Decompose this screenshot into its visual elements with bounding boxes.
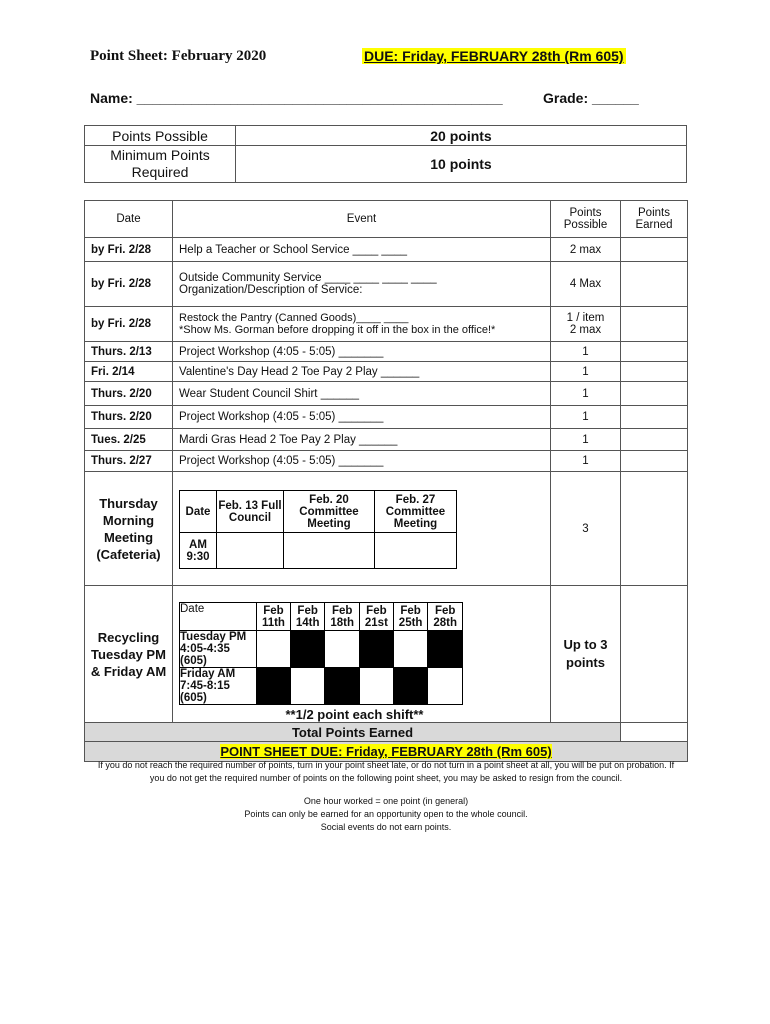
blocked-cell	[359, 631, 393, 668]
header-date: Date	[85, 201, 173, 238]
table-row: by Fri. 2/28 Restock the Pantry (Canned Goods)____ ____ *Show Ms. Gorman before dropping it off in the box in the office!* 1 / item 2 max	[85, 307, 688, 342]
shift-note: **1/2 point each shift**	[285, 707, 424, 722]
page-title: Point Sheet: February 2020	[90, 48, 267, 64]
events-table	[84, 200, 688, 762]
rule-1: One hour worked = one point (in general)	[303, 796, 469, 806]
header-event: Event	[173, 201, 551, 238]
points-possible-value: 20 points	[236, 126, 687, 146]
table-row: Tues. 2/25 Mardi Gras Head 2 Toe Pay 2 Play ______ 1	[85, 429, 688, 451]
blocked-cell	[325, 668, 360, 705]
table-row: by Fri. 2/28 Outside Community Service ____ ____ ____ ____ Organization/Description of Service: 4 Max	[85, 262, 688, 307]
blocked-cell	[290, 631, 325, 668]
recycling-row: Recycling Tuesday PM & Friday AM Date Feb 11th Feb 14th Feb 18th Feb 21st Feb 25th Feb 28th Tuesday PM 4:05-4:35 (605) Friday AM 7:45-8:15 (605) **1/2 point each shift** Up to 3 points	[85, 586, 688, 723]
rule-2: Points can only be earned for an opportunity open to the whole council.	[244, 809, 528, 819]
table-row: Thurs. 2/20 Project Workshop (4:05 - 5:05) _______ 1	[85, 406, 688, 429]
minimum-points-label: Minimum Points Required	[85, 146, 236, 183]
table-row: Thurs. 2/27 Project Workshop (4:05 - 5:05) _______ 1	[85, 451, 688, 472]
meeting-grid: Date Feb. 13 Full Council Feb. 20 Committee Meeting Feb. 27 Committee Meeting AM 9:30	[179, 490, 457, 569]
header-earned: Points Earned	[621, 201, 688, 238]
earned-cell[interactable]	[621, 382, 688, 406]
shift-cell[interactable]	[257, 631, 291, 668]
earned-cell[interactable]	[621, 342, 688, 362]
shift-cell[interactable]	[290, 668, 325, 705]
table-row: Thurs. 2/13 Project Workshop (4:05 - 5:05) _______ 1	[85, 342, 688, 362]
meeting-row: Thursday Morning Meeting (Cafeteria) Date Feb. 13 Full Council Feb. 20 Committee Meeting Feb. 27 Committee Meeting AM 9:30 3	[85, 472, 688, 586]
shift-cell[interactable]	[359, 668, 393, 705]
earned-cell[interactable]	[621, 307, 688, 342]
probation-note: If you do not reach the required number of points, turn in your point sheet late, or do not turn in a point sheet at all, you will be put on probation. If you do not get the required number of points on the following point sheet, you may be asked to resign from the council.	[97, 760, 675, 783]
minimum-points-value: 10 points	[236, 146, 687, 183]
due-footer: POINT SHEET DUE: Friday, FEBRUARY 28th (Rm 605)	[220, 744, 552, 759]
shift-cell[interactable]	[428, 668, 463, 705]
table-row: Thurs. 2/20 Wear Student Council Shirt ______ 1	[85, 382, 688, 406]
earned-cell[interactable]	[621, 472, 688, 586]
total-earned-cell[interactable]	[621, 723, 688, 742]
earned-cell[interactable]	[621, 451, 688, 472]
table-row: Fri. 2/14 Valentine's Day Head 2 Toe Pay 2 Play ______ 1	[85, 362, 688, 382]
header-possible: Points Possible	[551, 201, 621, 238]
recycling-label: Recycling Tuesday PM & Friday AM	[85, 586, 173, 723]
earned-cell[interactable]	[621, 362, 688, 382]
blocked-cell	[428, 631, 463, 668]
earned-cell[interactable]	[621, 262, 688, 307]
meeting-check-cell[interactable]	[284, 533, 375, 569]
earned-cell[interactable]	[621, 429, 688, 451]
points-possible-label: Points Possible	[85, 126, 236, 146]
earned-cell[interactable]	[621, 406, 688, 429]
meeting-label: Thursday Morning Meeting (Cafeteria)	[85, 472, 173, 586]
meeting-check-cell[interactable]	[217, 533, 284, 569]
blocked-cell	[393, 668, 428, 705]
earned-cell[interactable]	[621, 586, 688, 723]
meeting-check-cell[interactable]	[375, 533, 457, 569]
points-summary	[84, 125, 687, 183]
blocked-cell	[257, 668, 291, 705]
due-date: DUE: Friday, FEBRUARY 28th (Rm 605)	[364, 48, 624, 64]
grade-field[interactable]: Grade: ______	[543, 90, 639, 106]
rule-3: Social events do not earn points.	[320, 822, 452, 832]
name-field[interactable]: Name: _______________________________________________	[90, 90, 503, 106]
total-points-label: Total Points Earned	[85, 723, 621, 742]
shift-cell[interactable]	[325, 631, 360, 668]
table-row: by Fri. 2/28 Help a Teacher or School Service ____ ____ 2 max	[85, 238, 688, 262]
earned-cell[interactable]	[621, 238, 688, 262]
recycling-grid: Date Feb 11th Feb 14th Feb 18th Feb 21st Feb 25th Feb 28th Tuesday PM 4:05-4:35 (605) Friday AM 7:45-8:15 (605)	[179, 602, 463, 705]
shift-cell[interactable]	[393, 631, 428, 668]
